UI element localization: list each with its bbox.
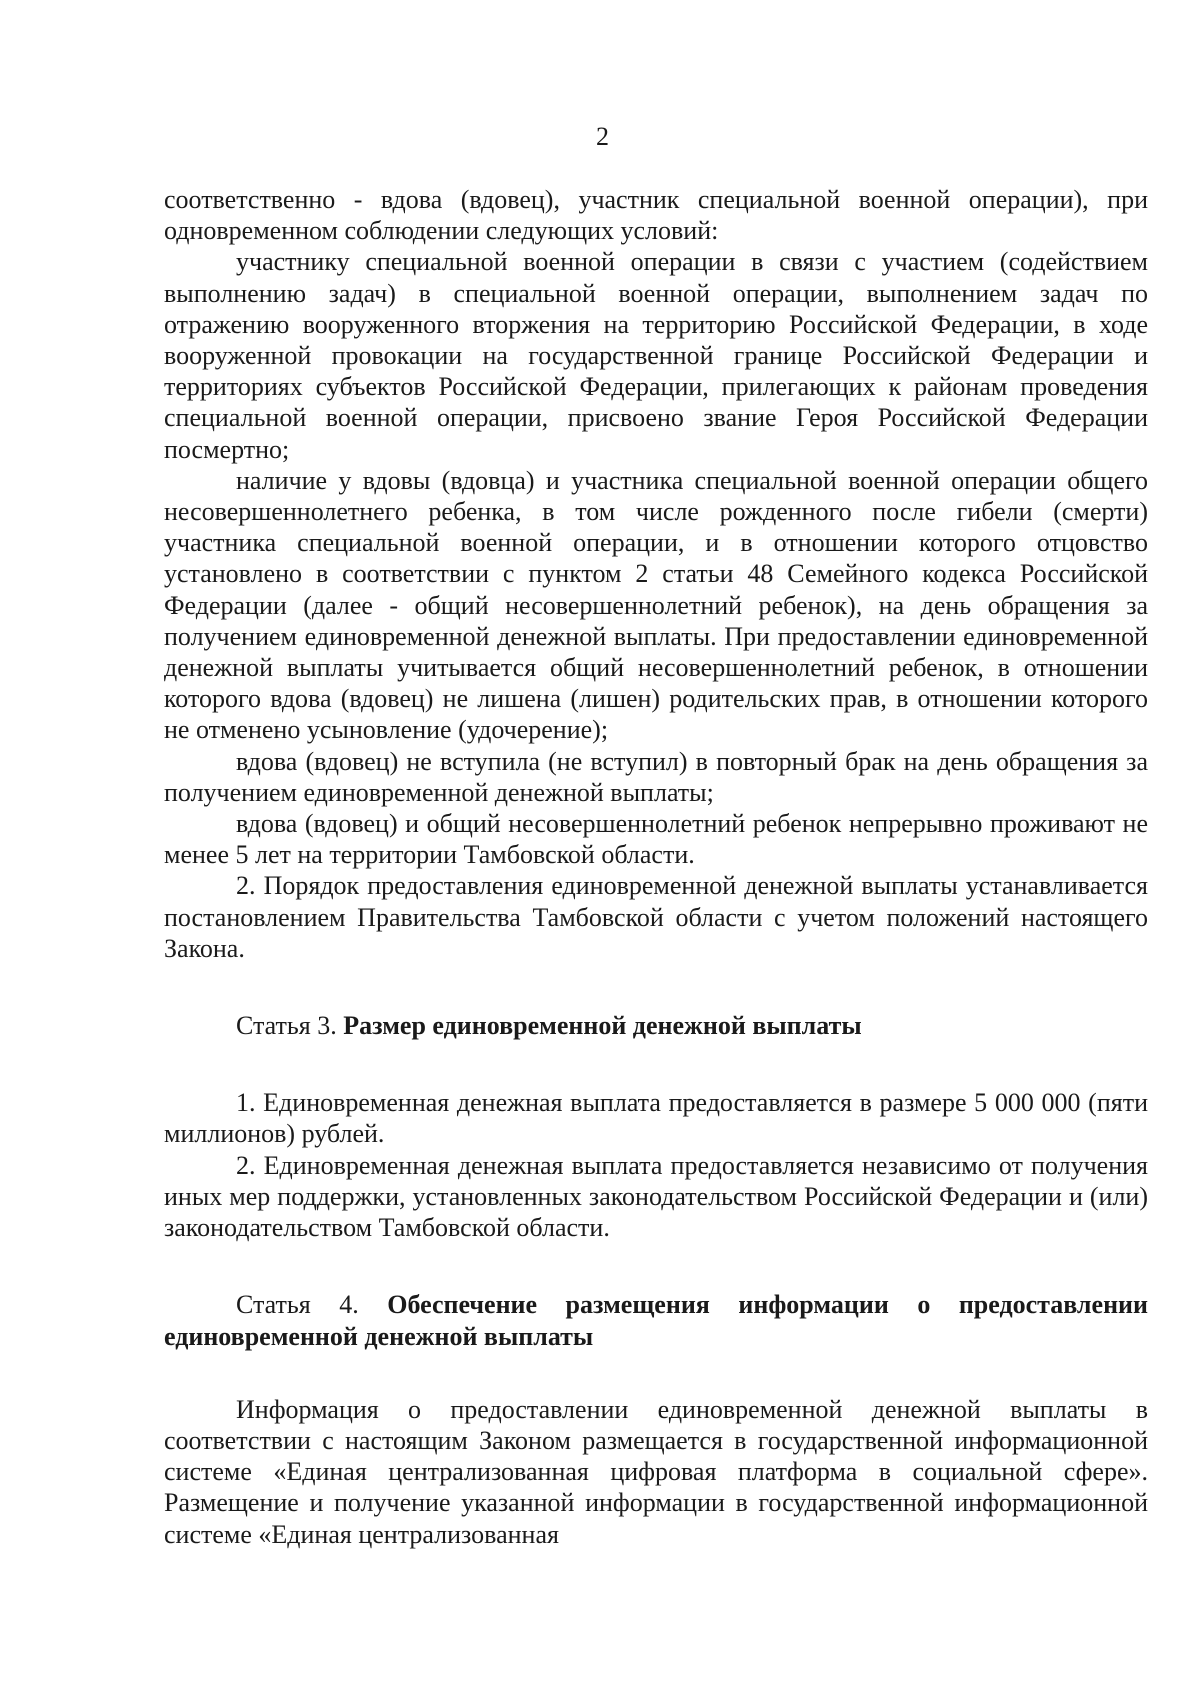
paragraph-procedure: 2. Порядок предоставления единовременной денежной выплаты устанавливается постановлением Правительства Тамбовской области с учетом положений настоящего Закона. — [164, 871, 1148, 963]
paragraph-continuation: соответственно - вдова (вдовец), участник специальной военной операции), при одновременном соблюдении следующих условий: — [164, 185, 1148, 246]
paragraph-condition-hero: участнику специальной военной операции в связи с участием (содействием выполнению задач) в специальной военной операции, выполнением задач по отражению вооруженного вторжения на территорию Российской Федерации, в ходе вооруженной провокации на государственной границе Российской Федерации и территориях субъектов Российской Федерации, прилегающих к районам проведения специальной военной операции, присвоено звание Героя Российской Федерации посмертно; — [164, 247, 1148, 464]
article-3-paragraph-2: 2. Единовременная денежная выплата предоставляется независимо от получения иных мер поддержки, установленных законодательством Российской Федерации и (или) законодательством Тамбовской области. — [164, 1150, 1148, 1243]
article-3-heading — [164, 1010, 1148, 1041]
paragraph-condition-child: наличие у вдовы (вдовца) и участника специальной военной операции общего несовершеннолетнего ребенка, в том числе рожденного после гибели (смерти) участника специальной военной операции, и в отношении которого отцовство установлено в соответствии с пунктом 2 статьи 48 Семейного кодекса Российской Федерации (далее - общий несовершеннолетний ребенок), на день обращения за получением единовременной денежной выплаты. При предоставлении единовременной денежной выплаты учитывается общий несовершеннолетний ребенок, в отношении которого вдова (вдовец) не лишена (лишен) родительских прав, в отношении которого не отменено усыновление (удочерение); — [164, 465, 1148, 745]
article-4-heading — [164, 1289, 1148, 1351]
article-3-prefix: Статья 3. — [236, 1011, 337, 1041]
page-number: 2 — [596, 122, 609, 151]
document-body — [164, 184, 1148, 1550]
article-3-paragraph-1: 1. Единовременная денежная выплата предоставляется в размере 5 000 000 (пяти миллионов) рублей. — [164, 1088, 1148, 1149]
paragraph-condition-marriage: вдова (вдовец) не вступила (не вступил) в повторный брак на день обращения за получением единовременной денежной выплаты; — [164, 746, 1148, 807]
paragraph-condition-residence: вдова (вдовец) и общий несовершеннолетний ребенок непрерывно проживают не менее 5 лет на территории Тамбовской области. — [164, 809, 1148, 870]
article-3-title: Размер единовременной денежной выплаты — [343, 1011, 862, 1041]
article-4-prefix: Статья 4. — [236, 1290, 359, 1320]
article-4-paragraph-1: Информация о предоставлении единовременной денежной выплаты в соответствии с настоящим Законом размещается в государственной информационной системе «Единая централизованная цифровая платформа в социальной сфере». Размещение и получение указанной информации в государственной информационной системе «Единая централизованная — [164, 1394, 1148, 1549]
article-4-title: Обеспечение размещения информации о предоставлении единовременной денежной выплаты — [164, 1290, 1149, 1351]
